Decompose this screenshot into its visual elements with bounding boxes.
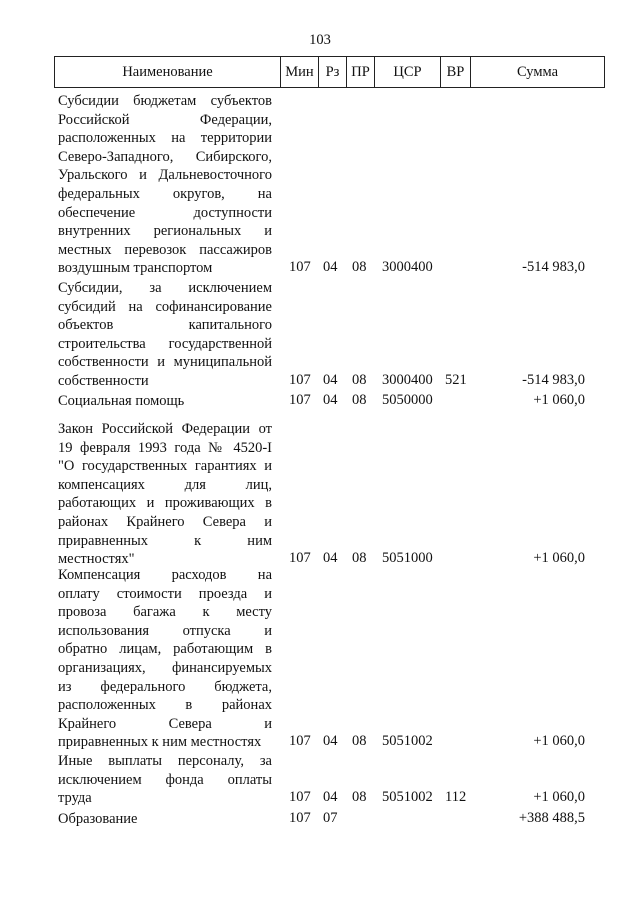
description-line: Компенсация расходов на <box>58 567 272 583</box>
description-line: Крайнего Севера и <box>58 715 272 732</box>
description-line: труда <box>58 790 92 807</box>
code-min: 107 <box>289 550 311 567</box>
description-line: обеспечение доступности <box>58 204 272 221</box>
code-csr: 5051002 <box>382 733 433 750</box>
description-line: собственности <box>58 372 149 389</box>
code-rz: 04 <box>323 392 338 408</box>
code-min: 107 <box>289 372 311 388</box>
code-csr: 5051000 <box>382 550 433 567</box>
description-line: исключением фонда оплаты <box>58 771 272 788</box>
description-line: Образование <box>58 811 138 827</box>
code-vr: 112 <box>445 789 467 806</box>
row-description <box>58 279 272 391</box>
row-amount: +1 060,0 <box>533 789 585 806</box>
row-amount: +1 060,0 <box>533 733 585 750</box>
description-line: объектов капитального <box>58 317 272 334</box>
row-amount: +388 488,5 <box>518 810 585 826</box>
description-line: расположенных в районах <box>58 697 272 714</box>
description-line: Закон Российской Федерации от <box>58 421 272 437</box>
row-amount: -514 983,0 <box>522 259 585 276</box>
code-min: 107 <box>289 733 311 750</box>
code-min: 107 <box>289 789 311 806</box>
description-line: Иные выплаты персоналу, за <box>58 753 272 769</box>
code-rz: 04 <box>323 372 338 388</box>
header-vr: ВР <box>441 57 471 87</box>
description-line: провоза багажа к месту <box>58 604 272 621</box>
description-line: работающих и проживающих в <box>58 495 272 512</box>
description-line: использования отпуска и <box>58 622 272 639</box>
code-csr: 3000400 <box>382 259 433 276</box>
code-min: 107 <box>289 259 311 276</box>
row-amount: +1 060,0 <box>533 392 585 408</box>
description-line: Субсидии, за исключением <box>58 280 272 296</box>
description-line: оплату стоимости проезда и <box>58 585 272 602</box>
code-pr: 08 <box>352 392 367 408</box>
code-rz: 04 <box>323 259 338 276</box>
description-line: приравненных к ним местностях <box>58 734 262 751</box>
header-sum: Сумма <box>516 63 559 80</box>
code-rz: 04 <box>323 789 338 806</box>
table-header <box>54 56 605 88</box>
code-pr: 08 <box>352 733 367 750</box>
row-description <box>58 566 272 752</box>
code-rz: 04 <box>323 733 338 750</box>
description-line: собственности и муниципальной <box>58 354 272 371</box>
description-line: Северо-Западного, Сибирского, <box>58 148 272 165</box>
page-number: 103 <box>309 32 331 48</box>
description-line: субсидий на софинансирование <box>58 298 272 315</box>
description-line: приравненных к ним <box>58 532 272 549</box>
code-rz: 04 <box>323 550 338 567</box>
description-line: 19 февраля 1993 года № 4520-I <box>58 439 272 456</box>
description-line: Субсидии бюджетам субъектов <box>58 93 272 109</box>
code-csr: 5051002 <box>382 789 433 806</box>
description-line: районах Крайнего Севера и <box>58 513 272 530</box>
code-min: 107 <box>289 810 311 826</box>
description-line: местных перевозок пассажиров <box>58 241 272 258</box>
description-line: расположенных на территории <box>58 130 272 147</box>
description-line: организациях, финансируемых <box>58 659 272 676</box>
code-min: 107 <box>289 392 311 408</box>
description-line: из федерального бюджета, <box>58 678 272 695</box>
code-vr: 521 <box>445 372 467 388</box>
code-pr: 08 <box>352 372 367 388</box>
description-line: "О государственных гарантиях и <box>58 458 272 475</box>
header-name: Наименование <box>55 57 281 87</box>
description-line: Уральского и Дальневосточного <box>58 167 272 184</box>
description-line: местностях" <box>58 551 135 568</box>
row-description <box>58 752 272 808</box>
row-description <box>58 810 272 829</box>
code-csr: 3000400 <box>382 372 433 388</box>
description-line: строительства государственной <box>58 335 272 352</box>
code-csr: 5050000 <box>382 392 433 408</box>
description-line: обратно лицам, работающим в <box>58 641 272 658</box>
description-line: компенсациях для лиц, <box>58 476 272 493</box>
header-min: Мин <box>281 57 319 87</box>
row-amount: +1 060,0 <box>533 550 585 567</box>
description-line: воздушным транспортом <box>58 260 213 277</box>
header-csr: ЦСР <box>375 57 441 87</box>
row-amount: -514 983,0 <box>522 372 585 388</box>
description-line: Социальная помощь <box>58 393 185 409</box>
row-description <box>58 92 272 278</box>
description-line: федеральных округов, на <box>58 185 272 202</box>
row-description <box>58 392 272 411</box>
row-description <box>58 420 272 569</box>
code-pr: 08 <box>352 259 367 276</box>
description-line: внутренних региональных и <box>58 223 272 240</box>
code-rz: 07 <box>323 810 338 826</box>
header-pr: ПР <box>347 57 375 87</box>
code-pr: 08 <box>352 550 367 567</box>
code-pr: 08 <box>352 789 367 806</box>
header-rz: Рз <box>319 57 347 87</box>
description-line: Российской Федерации, <box>58 111 272 128</box>
